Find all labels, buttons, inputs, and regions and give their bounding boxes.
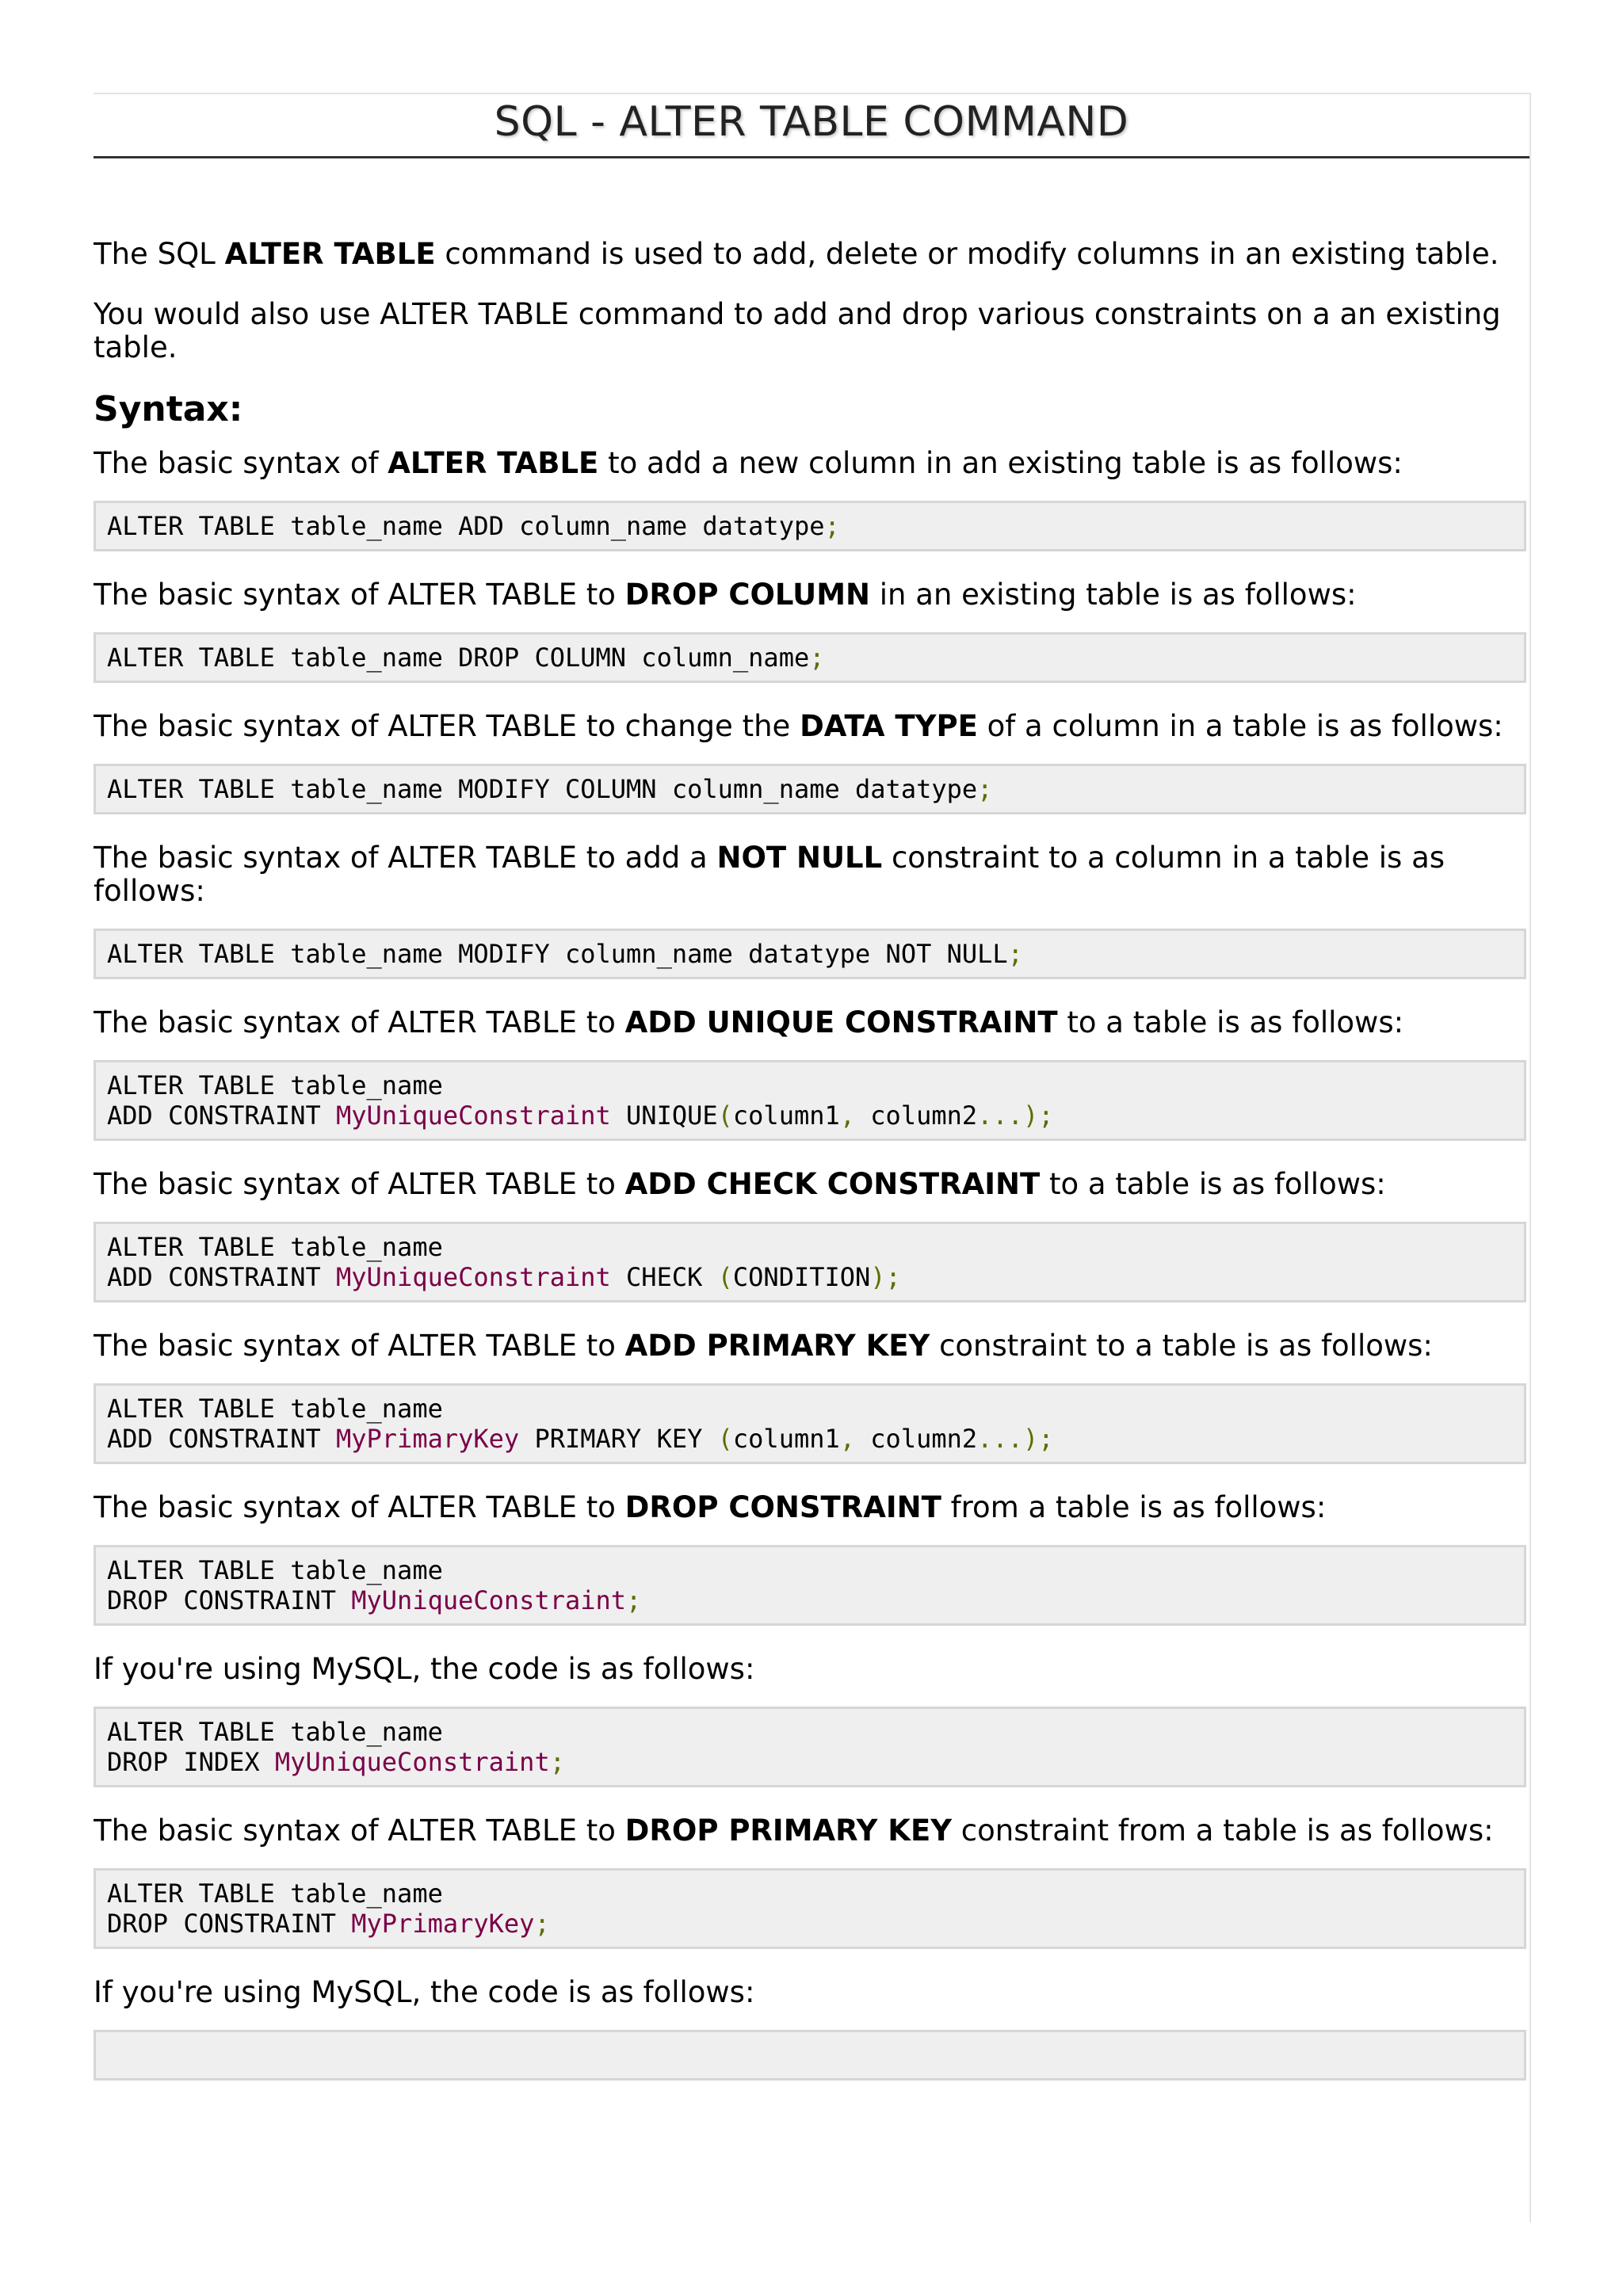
section-text-post: from a table is as follows: <box>941 1490 1327 1524</box>
section-text-pre: The basic syntax of ALTER TABLE to <box>94 1167 625 1201</box>
code-punctuation: ( <box>717 1262 733 1292</box>
section-description <box>94 841 1526 908</box>
spacer <box>94 1201 1526 1222</box>
spacer <box>94 2081 1526 2107</box>
spacer <box>94 158 1526 238</box>
spacer <box>94 551 1526 578</box>
intro-paragraph-2: You would also use ALTER TABLE command to add and drop various constraints on a an existing table. <box>94 297 1501 364</box>
code-line <box>107 1747 1513 1777</box>
code-block <box>94 632 1526 683</box>
code-identifier: MyUniqueConstraint <box>274 1747 550 1777</box>
code-block <box>94 1060 1526 1141</box>
code-punctuation: ; <box>1007 939 1023 969</box>
spacer <box>94 683 1526 710</box>
spacer <box>94 1302 1526 1329</box>
section-text <box>94 1976 1526 2009</box>
section-text-pre: The basic syntax of ALTER TABLE to <box>94 1329 625 1363</box>
code-line <box>107 1070 1513 1100</box>
section-description <box>94 447 1526 480</box>
section-text <box>94 447 1526 480</box>
code-identifier: MyUniqueConstraint <box>351 1585 627 1615</box>
code-token: ADD CONSTRAINT <box>107 1262 336 1292</box>
page-title: SQL - ALTER TABLE COMMAND <box>494 98 1129 146</box>
spacer <box>94 271 1526 298</box>
spacer <box>94 1848 1526 1868</box>
code-token: CONDITION <box>732 1262 871 1292</box>
code-punctuation: ( <box>717 1424 733 1454</box>
code-identifier: MyUniqueConstraint <box>335 1100 611 1131</box>
section-description <box>94 1653 1526 1686</box>
intro-paragraph-1 <box>94 238 1526 271</box>
section-text <box>94 1814 1526 1848</box>
section-text-bold: DROP CONSTRAINT <box>624 1490 941 1524</box>
spacer <box>94 979 1526 1006</box>
spacer <box>94 429 1526 447</box>
section-description <box>94 1168 1526 1201</box>
spacer <box>94 2009 1526 2030</box>
spacer <box>94 1686 1526 1707</box>
section-text-pre: The basic syntax of ALTER TABLE to change the <box>94 709 800 743</box>
section-text <box>94 1653 1526 1686</box>
code-punctuation: ...); <box>977 1100 1054 1131</box>
section-description <box>94 1329 1526 1363</box>
section-description <box>94 1814 1526 1848</box>
code-line <box>107 1232 1513 1262</box>
code-punctuation: ; <box>809 643 825 673</box>
section-text-pre: The basic syntax of ALTER TABLE to <box>94 578 625 612</box>
code-block <box>94 1383 1526 1464</box>
code-token: ALTER TABLE table_name MODIFY COLUMN column_name datatype <box>107 774 978 804</box>
section-description <box>94 710 1526 743</box>
section-text <box>94 1168 1526 1201</box>
code-block <box>94 764 1526 814</box>
code-block <box>94 929 1526 979</box>
syntax-heading: Syntax: <box>94 389 243 429</box>
code-punctuation: ; <box>824 511 840 541</box>
spacer <box>94 612 1526 632</box>
code-token: column2 <box>855 1100 978 1131</box>
code-token: column1 <box>732 1100 840 1131</box>
code-punctuation: ; <box>549 1747 565 1777</box>
section-text-pre: The basic syntax of ALTER TABLE to add a <box>94 841 717 875</box>
section-description <box>94 1976 1526 2009</box>
section-text-bold: ALTER TABLE <box>388 446 599 480</box>
section-text-pre: If you're using MySQL, the code is as follows: <box>94 1652 755 1686</box>
document-content <box>94 158 1529 2107</box>
section-text <box>94 1491 1526 1524</box>
code-line <box>107 1100 1513 1131</box>
section-text-bold: ADD PRIMARY KEY <box>624 1329 930 1363</box>
code-punctuation: , <box>839 1100 856 1131</box>
syntax-sections <box>94 447 1526 2107</box>
section-text <box>94 1006 1526 1039</box>
spacer <box>94 1464 1526 1491</box>
section-text-post: to add a new column in an existing table is as follows: <box>598 446 1403 480</box>
code-line <box>107 1717 1513 1747</box>
code-line <box>107 1585 1513 1615</box>
code-token: UNIQUE <box>610 1100 718 1131</box>
code-block <box>94 1222 1526 1302</box>
section-text-bold: ADD UNIQUE CONSTRAINT <box>624 1005 1058 1039</box>
section-text-bold: DROP COLUMN <box>624 578 871 612</box>
spacer <box>94 908 1526 929</box>
section-text-bold: ADD CHECK CONSTRAINT <box>624 1167 1041 1201</box>
code-token: DROP CONSTRAINT <box>107 1585 352 1615</box>
code-identifier: MyUniqueConstraint <box>335 1262 611 1292</box>
section-text <box>94 578 1526 612</box>
section-text-post: constraint from a table is as follows: <box>952 1814 1494 1848</box>
code-identifier: MyPrimaryKey <box>351 1909 535 1939</box>
code-punctuation: ; <box>626 1585 642 1615</box>
section-text-post: to a table is as follows: <box>1040 1167 1386 1201</box>
intro-pre: The SQL <box>94 237 225 271</box>
code-token: ADD CONSTRAINT <box>107 1424 336 1454</box>
intro-bold: ALTER TABLE <box>224 237 436 271</box>
code-punctuation: ); <box>870 1262 901 1292</box>
code-token: ALTER TABLE table_name <box>107 1717 443 1747</box>
code-line <box>107 1262 1513 1292</box>
code-token: CHECK <box>610 1262 718 1292</box>
section-description <box>94 1491 1526 1524</box>
code-token: column1 <box>732 1424 840 1454</box>
code-identifier: MyPrimaryKey <box>335 1424 520 1454</box>
code-punctuation: ...); <box>977 1424 1054 1454</box>
spacer <box>94 1524 1526 1545</box>
spacer <box>94 1949 1526 1976</box>
code-line <box>107 1878 1513 1909</box>
code-punctuation: ( <box>717 1100 733 1131</box>
section-text-bold: NOT NULL <box>716 841 883 875</box>
code-punctuation: ; <box>977 774 993 804</box>
section-text-post: constraint to a column in a table is as follows: <box>94 841 1445 908</box>
section-text-pre: If you're using MySQL, the code is as follows: <box>94 1975 755 2009</box>
code-line <box>107 511 1513 541</box>
code-punctuation: ; <box>534 1909 550 1939</box>
section-text-post: in an existing table is as follows: <box>870 578 1357 612</box>
spacer <box>94 1039 1526 1060</box>
section-text-bold: DROP PRIMARY KEY <box>624 1814 953 1848</box>
section-text <box>94 1329 1526 1363</box>
code-block <box>94 501 1526 551</box>
section-text-pre: The basic syntax of ALTER TABLE to <box>94 1005 625 1039</box>
spacer <box>94 1626 1526 1653</box>
code-line <box>107 1555 1513 1585</box>
code-token: column2 <box>855 1424 978 1454</box>
section-text-pre: The basic syntax of ALTER TABLE to <box>94 1814 625 1848</box>
code-token: ALTER TABLE table_name <box>107 1232 443 1262</box>
title-bar <box>94 94 1529 158</box>
code-line <box>107 1424 1513 1454</box>
code-line <box>107 643 1513 673</box>
code-token: ALTER TABLE table_name ADD column_name datatype <box>107 511 825 541</box>
spacer <box>94 480 1526 501</box>
spacer <box>94 1141 1526 1168</box>
document-page <box>94 93 1531 2222</box>
code-token: ALTER TABLE table_name MODIFY column_name datatype NOT NULL <box>107 939 1008 969</box>
code-token: PRIMARY KEY <box>519 1424 718 1454</box>
section-text-pre: The basic syntax of <box>94 446 388 480</box>
section-description <box>94 578 1526 612</box>
section-text-bold: DATA TYPE <box>800 709 978 743</box>
code-token: ALTER TABLE table_name <box>107 1394 443 1424</box>
code-token: ALTER TABLE table_name <box>107 1555 443 1585</box>
section-text-pre: The basic syntax of ALTER TABLE to <box>94 1490 625 1524</box>
code-block <box>94 1707 1526 1787</box>
section-text-post: to a table is as follows: <box>1057 1005 1404 1039</box>
spacer <box>94 1787 1526 1814</box>
code-line <box>107 1394 1513 1424</box>
code-line <box>107 774 1513 804</box>
code-token: DROP CONSTRAINT <box>107 1909 352 1939</box>
code-block <box>94 2030 1526 2081</box>
section-text <box>94 841 1526 908</box>
code-token: ADD CONSTRAINT <box>107 1100 336 1131</box>
spacer <box>94 364 1526 390</box>
section-description <box>94 1006 1526 1039</box>
code-line <box>107 2040 1513 2070</box>
code-token: ALTER TABLE table_name DROP COLUMN column_name <box>107 643 810 673</box>
code-line <box>107 939 1513 969</box>
code-block <box>94 1868 1526 1949</box>
intro-post: command is used to add, delete or modify columns in an existing table. <box>435 237 1499 271</box>
spacer <box>94 814 1526 841</box>
code-punctuation: , <box>839 1424 856 1454</box>
code-token: ALTER TABLE table_name <box>107 1070 443 1100</box>
code-token: ALTER TABLE table_name <box>107 1878 443 1909</box>
section-text-post: constraint to a table is as follows: <box>930 1329 1433 1363</box>
code-token: DROP INDEX <box>107 1747 275 1777</box>
section-text <box>94 710 1526 743</box>
spacer <box>94 743 1526 764</box>
code-line <box>107 1909 1513 1939</box>
section-text-post: of a column in a table is as follows: <box>977 709 1503 743</box>
spacer <box>94 1363 1526 1383</box>
code-block <box>94 1545 1526 1626</box>
